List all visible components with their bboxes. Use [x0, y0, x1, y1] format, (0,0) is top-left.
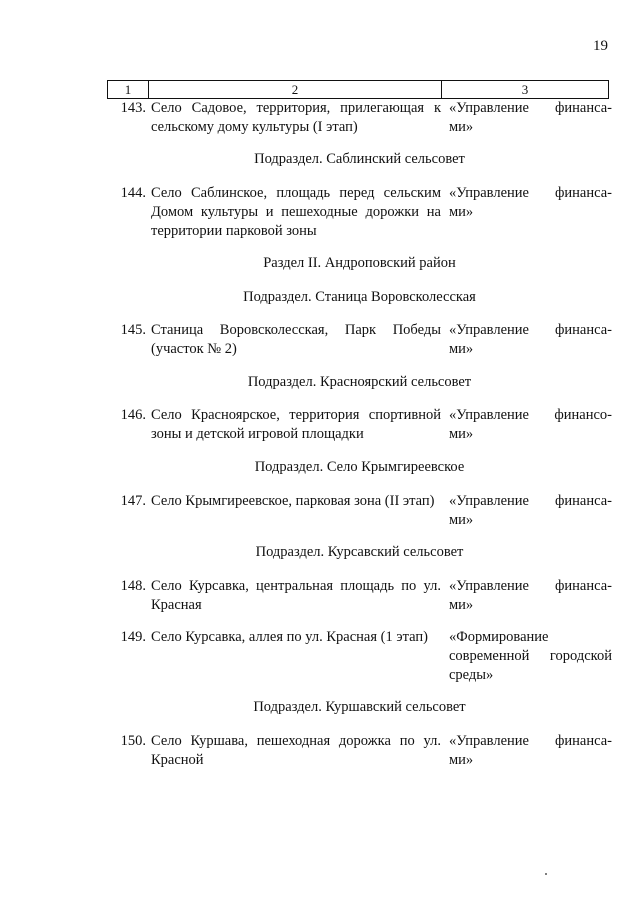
row-number: 147.: [120, 493, 146, 509]
subsection-heading: Подраздел. Село Крымгиреевское: [254, 459, 465, 475]
table-row: [107, 628, 612, 685]
table-row: [107, 492, 612, 530]
table-row: [107, 99, 612, 137]
program-text: финанса-: [555, 100, 612, 116]
program-text: финансо-: [554, 407, 612, 423]
table-row: [107, 184, 612, 241]
program-text: «Управление: [449, 578, 529, 594]
page-number: 19: [593, 38, 608, 54]
row-number: 143.: [120, 100, 146, 116]
program-text: ми»: [449, 597, 474, 613]
row-program: [441, 184, 612, 241]
row-number: 149.: [120, 629, 146, 645]
table-row: [107, 406, 612, 444]
program-text: «Управление: [449, 733, 529, 749]
table-row: [107, 577, 612, 615]
row-description: Село Курсавка, аллея по ул. Красная (1 этап): [151, 629, 428, 645]
row-description: Село Куршава, пешеходная дорожка по ул. Красной: [151, 733, 441, 768]
scan-speck: [545, 873, 547, 875]
row-number: 145.: [120, 322, 146, 338]
table-header: [107, 80, 609, 99]
row-number: 144.: [120, 185, 146, 201]
program-text: ми»: [449, 341, 474, 357]
program-text: «Управление: [449, 407, 529, 423]
program-text: финанса-: [555, 578, 612, 594]
program-text: ми»: [449, 204, 474, 220]
program-text: «Управление: [449, 493, 529, 509]
row-number: 146.: [120, 407, 146, 423]
program-text: «Управление: [449, 100, 529, 116]
program-text: ми»: [449, 426, 474, 442]
row-program: [441, 99, 612, 137]
row-description: Село Садовое, территория, прилегающая к сельскому дому культуры (I этап): [151, 100, 441, 135]
row-program: [441, 406, 612, 444]
section-heading: Раздел II. Андроповский район: [263, 255, 456, 271]
table-header-col-2: 2: [149, 81, 442, 98]
program-text: «Формирование современной городской среды»: [449, 629, 612, 683]
subsection-heading: Подраздел. Куршавский сельсовет: [253, 699, 466, 715]
program-text: «Управление: [449, 322, 529, 338]
program-text: ми»: [449, 512, 474, 528]
row-program: [441, 321, 612, 359]
row-description: Станица Воровсколесская, Парк Победы (участок № 2): [151, 322, 441, 357]
row-program: [441, 492, 612, 530]
program-text: финанса-: [555, 733, 612, 749]
program-text: финанса-: [555, 322, 612, 338]
row-program: [441, 577, 612, 615]
program-text: «Управление: [449, 185, 529, 201]
row-description: Село Саблинское, площадь перед сельским Домом культуры и пешеходные дорожки на территории парковой зоны: [151, 185, 441, 239]
subsection-heading: Подраздел. Станица Воровсколесская: [243, 289, 476, 305]
program-text: ми»: [449, 119, 474, 135]
row-description: Село Красноярское, территория спортивной зоны и детской игровой площадки: [151, 407, 441, 442]
row-description: Село Курсавка, центральная площадь по ул. Красная: [151, 578, 441, 613]
subsection-heading: Подраздел. Курсавский сельсовет: [255, 544, 464, 560]
table-row: [107, 321, 612, 359]
row-number: 148.: [120, 578, 146, 594]
row-program: [441, 628, 612, 685]
program-text: финанса-: [555, 185, 612, 201]
row-number: 150.: [120, 733, 146, 749]
table-row: [107, 732, 612, 770]
row-description: Село Крымгиреевское, парковая зона (II этап): [151, 493, 435, 509]
program-text: финанса-: [555, 493, 612, 509]
table-header-col-3: 3: [521, 81, 529, 97]
row-program: [441, 732, 612, 770]
program-text: ми»: [449, 752, 474, 768]
subsection-heading: Подраздел. Саблинский сельсовет: [254, 151, 465, 167]
table-header-col-1: 1: [108, 81, 149, 98]
subsection-heading: Подраздел. Красноярский сельсовет: [247, 374, 472, 390]
